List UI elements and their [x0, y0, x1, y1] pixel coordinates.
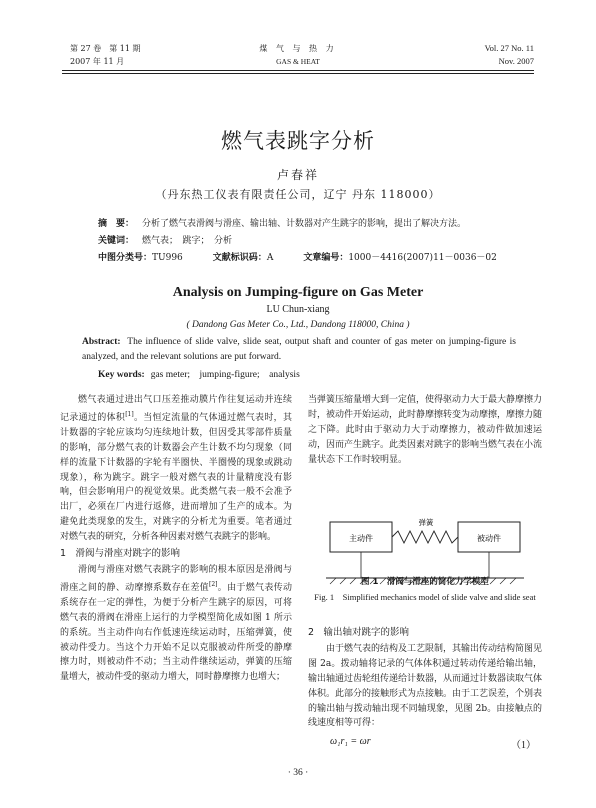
journal-name-cn: 煤 气 与 热 力 — [259, 44, 337, 53]
classification-row — [98, 250, 518, 266]
date-cn: 2007 年 11 月 — [70, 57, 125, 66]
section-2-heading: 2 输出轴对跳字的影响 — [308, 627, 410, 638]
journal-name-en: GAS & HEAT — [276, 57, 320, 66]
spring-label: 弹簧 — [418, 518, 434, 527]
date-en: Nov. 2007 — [498, 56, 534, 66]
abstract-en — [82, 335, 516, 365]
section-2-paragraph: 由于燃气表的结构及工艺限制，其输出传动结构简图见图 2a。拨动轴将记录的气体体积通过转动传递给输出轴，输出轴通过齿轮组传递给计数器，从而通过计数器读取气体体积。此部分的接触形式为点接触。由于工艺误差，个别表的输出轴与拨动轴出现不同轴现象，见图 2b。由接触点的线速度相等可得： — [308, 643, 543, 729]
abstract-text-en: The influence of slide valve, slide seat, output shaft and counter of gas meter on jumping-figure is analyzed, and the relevant solutions are put forward. — [82, 337, 516, 362]
affiliation-en: ( Dandong Gas Meter Co., Ltd., Dandong 118000, China ) — [186, 320, 410, 330]
keywords-en — [98, 366, 518, 380]
body-right-column-top — [308, 393, 542, 468]
header-rule-thin — [62, 73, 534, 74]
affiliation-cn: （丹东热工仪表有限责任公司，辽宁 丹东 118000） — [155, 188, 441, 201]
intro-text-a: 燃气表通过进出气口压差推动膜片作往复运动并连续记录通过的体积 — [60, 395, 292, 423]
volume-issue: 第 27 卷 第 11 期 — [70, 44, 141, 53]
section-1-heading: 1 滑阀与滑座对跳字的影响 — [60, 548, 181, 560]
right-paragraph-1: 当弹簧压缩量增大到一定值，使得驱动力大于最大静摩擦力时，被动件开始运动，此时静摩擦转变为动摩擦，摩擦力随之下降。此时由于驱动力大于动摩擦力，被动件做加速运动，因而产生跳字。此类因素对跳字的影响当燃气表在小流量状态下工作时较明显。 — [308, 395, 543, 465]
body-right-column-bottom — [308, 624, 542, 731]
abstract-label-cn: 摘 要： — [98, 219, 135, 229]
intro-paragraph — [60, 393, 292, 545]
body-left-column — [60, 393, 292, 685]
abstract-text-cn: 分析了燃气表滑阀与滑座、输出轴、计数器对产生跳字的影响，提出了解决方法。 — [142, 219, 467, 229]
equation-1 — [330, 736, 536, 751]
article-no-value: 1000－4416(2007)11－0036－02 — [348, 253, 497, 263]
sec1-text-b: 。由于燃气表传动系统存在一定的弹性，为便于分析产生跳字的原因，可将燃气表的滑阀在滑座上运行的力学模型简化成如图 1 所示的系统。当主动件向右作低速连续运动时，压缩弹簧，使被动件受力。当这个力开始不足以克服被动件所受的静摩擦力时，则被动件不动；当主动件继续运动，弹簧的压缩量增大，被动件受的驱动力增大，同时静摩擦力也增大； — [60, 582, 292, 683]
section-1-paragraph — [60, 563, 292, 685]
doc-code-value: A — [266, 253, 274, 263]
equation-number: （1） — [511, 740, 536, 751]
clc-value: TU996 — [152, 253, 183, 263]
keywords-cn — [98, 233, 518, 249]
article-no-label: 文章编号： — [303, 253, 349, 263]
doc-code-label: 文献标识码： — [212, 253, 267, 263]
spring-zigzag — [392, 531, 458, 543]
intro-text-b: 。当恒定流量的气体通过燃气表时，其计数器的字轮应该均匀连续地计数，但因受其零部件质量的影响，部分燃气表的计数器会产生计数不均匀现象（同样的流量下计数器的字轮有半圈快、半圈慢的现象或跳动现象），称为跳字。跳字一般对燃气表的计量精度没有影响，但会影响用户的视觉效果。此类燃气表一般不会准予出厂，必须在厂内进行返修，进而增加了生产的成本。为避免此类现象的发生，对跳字的分析尤为重要。笔者通过对燃气表的研究，分析各种因素对燃气表跳字的影响。 — [60, 412, 292, 543]
page-number: · 36 · — [287, 768, 309, 778]
volume-issue-en: Vol. 27 No. 11 — [484, 43, 534, 53]
driven-label: 被动件 — [477, 534, 501, 543]
keywords-text-en: gas meter; jumping-figure; analysis — [150, 370, 300, 380]
clc-label: 中图分类号： — [98, 253, 153, 263]
abstract-label-en: Abstract: — [82, 337, 121, 347]
keywords-label-en: Key words: — [98, 370, 145, 380]
figure-1-caption-cn: 图 1 滑阀与滑座的简化力学模型 — [361, 577, 489, 587]
driver-label: 主动件 — [349, 534, 373, 543]
author-en: LU Chun-xiang — [266, 304, 330, 315]
paper-title-cn: 燃气表跳字分析 — [221, 129, 375, 153]
ref-1[interactable]: [1] — [125, 410, 134, 418]
equation-text: ω₁r₁ = ωr — [330, 736, 371, 747]
ref-2[interactable]: [2] — [208, 580, 218, 588]
keywords-label-cn: 关键词： — [98, 236, 135, 246]
figure-1-caption-en: Fig. 1 Simplified mechanics model of slide valve and slide seat — [314, 592, 536, 602]
abstract-cn — [98, 216, 518, 232]
sec1-text-a: 滑阀与滑座对燃气表跳字的影响的根本原因是滑阀与滑座之间的静、动摩擦系数存在差值 — [60, 564, 292, 593]
keywords-text-cn: 燃气表； 跳字； 分析 — [142, 236, 233, 246]
paper-title-en: Analysis on Jumping-figure on Gas Meter — [172, 285, 424, 300]
journal-issue-en — [485, 42, 534, 68]
header-rule — [62, 70, 534, 71]
author-cn: 卢春祥 — [276, 168, 319, 182]
